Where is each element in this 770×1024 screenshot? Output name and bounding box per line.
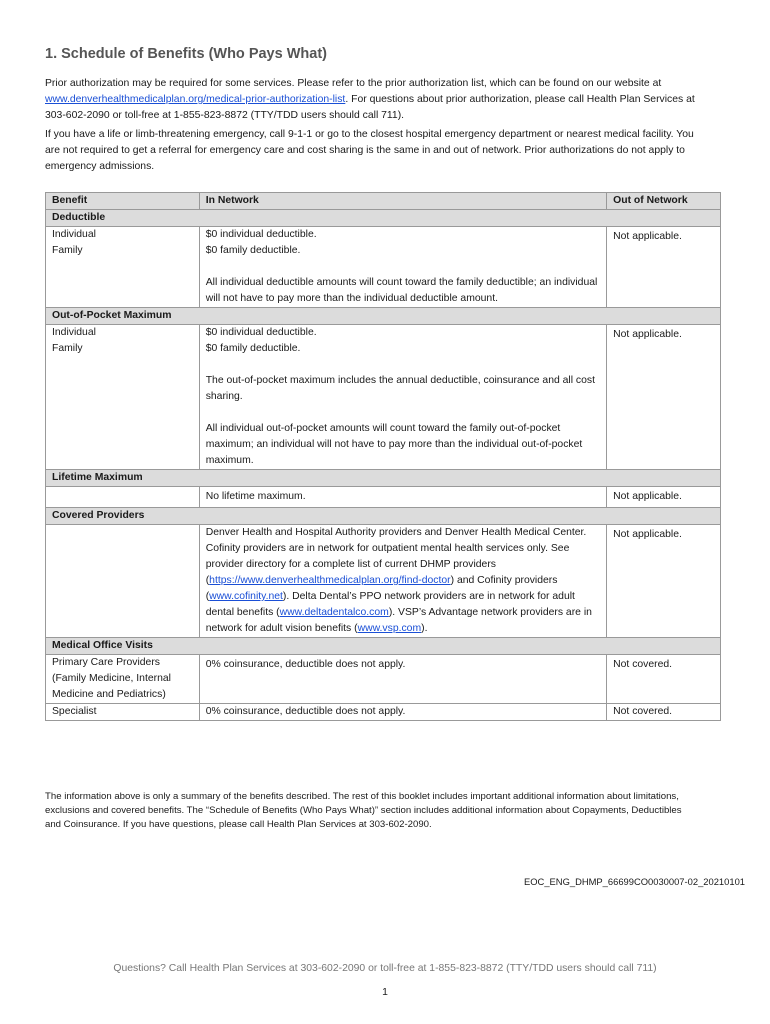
- benefit-cell: Specialist: [46, 704, 200, 721]
- table-header-row: [46, 193, 721, 210]
- in-network-cell: [199, 227, 606, 308]
- cofinity-link[interactable]: www.cofinity.net: [209, 591, 283, 602]
- section-title: Lifetime Maximum: [46, 470, 721, 487]
- cell-text: All individual deductible amounts will count toward the family deductible; an individual will not have to pay more than the individual deductible amount.: [205, 277, 598, 304]
- section-row-providers: [46, 508, 721, 525]
- table-row: [46, 655, 721, 704]
- table-row: [46, 487, 721, 508]
- prior-auth-text: Prior authorization may be required for some services. Please refer to the prior authorization list, which can be found on our website at: [45, 78, 662, 89]
- page-footer: Questions? Call Health Plan Services at 303-602-2090 or toll-free at 1-855-823-8872 (TTY/TDD users should call 711): [113, 963, 657, 974]
- out-network-cell: Not covered.: [607, 704, 721, 721]
- section-title: Deductible: [46, 210, 721, 227]
- row-label: Family: [52, 343, 83, 354]
- summary-footnote: The information above is only a summary of the benefits described. The rest of this booklet includes important additional information about limitations, exclusions and covered benefits. The “Schedule of Benefits (Who Pays What)” section includes additional information about Copayments, Deductibles and Coinsurance. If you have questions, please call Health Plan Services at 303-602-2090.: [45, 791, 682, 830]
- in-network-cell: 0% coinsurance, deductible does not apply.: [199, 704, 606, 721]
- cell-text: ). VSP’s Advantage network providers are in network for adult vision benefits (: [205, 607, 592, 634]
- section-title: Covered Providers: [46, 508, 721, 525]
- cell-text: $0 family deductible.: [205, 245, 301, 256]
- in-network-cell: [199, 325, 606, 470]
- out-network-cell: Not applicable.: [607, 487, 721, 508]
- benefit-cell: [46, 525, 200, 638]
- cell-text: ).: [421, 623, 428, 634]
- table-row: [46, 704, 721, 721]
- table-row: [46, 525, 721, 638]
- table-row: [46, 227, 721, 308]
- document-id: EOC_ENG_DHMP_66699CO0030007-02_20210101: [524, 876, 745, 887]
- emergency-paragraph: If you have a life or limb-threatening emergency, call 9-1-1 or go to the closest hospital emergency department or nearest medical facility. You are not required to get a referral for emergency care and cost sharing is the same in and out of network. Prior authorizations do not apply to emergency admissions.: [45, 129, 694, 172]
- prior-auth-text-2: . For questions about prior authorization, please call Health Plan Services at 303-602-2090 or toll-free at 1-855-823-8872 (TTY/TDD users should call 711).: [45, 94, 695, 121]
- find-doctor-link[interactable]: https://www.denverhealthmedicalplan.org/find-doctor: [209, 575, 451, 586]
- prior-auth-list-link[interactable]: www.denverhealthmedicalplan.org/medical-prior-authorization-list: [45, 94, 346, 105]
- page-title: 1. Schedule of Benefits (Who Pays What): [45, 46, 327, 62]
- section-title: Out-of-Pocket Maximum: [46, 308, 721, 325]
- cell-text: ) and Cofinity providers (: [205, 575, 558, 602]
- vsp-link[interactable]: www.vsp.com: [357, 623, 422, 634]
- cell-text: Denver Health and Hospital Authority providers and Denver Health Medical Center. Cofinity providers are in network for outpatient mental health services only. See provider directory for a complete list of current DHMP providers (: [205, 527, 587, 586]
- cell-text: All individual out-of-pocket amounts will count toward the family out-of-pocket maximum; an individual will not have to pay more than the individual out-of-pocket maximum.: [205, 423, 583, 466]
- section-row-lifetime: [46, 470, 721, 487]
- cell-text: $0 family deductible.: [205, 343, 301, 354]
- section-title: Medical Office Visits: [46, 638, 721, 655]
- in-network-cell: 0% coinsurance, deductible does not apply.: [199, 655, 606, 704]
- row-label: Individual: [52, 327, 96, 338]
- page-number: 1: [382, 987, 388, 998]
- cell-text: ). Delta Dental’s PPO network providers are in network for adult dental benefits (: [205, 591, 575, 618]
- column-header-out-network: Out of Network: [607, 193, 721, 210]
- in-network-cell: [199, 525, 606, 638]
- row-label: Family: [52, 245, 83, 256]
- benefit-cell: Primary Care Providers (Family Medicine, Internal Medicine and Pediatrics): [46, 655, 200, 704]
- section-row-deductible: [46, 210, 721, 227]
- out-network-cell: Not covered.: [607, 655, 721, 704]
- benefit-cell: [46, 325, 200, 470]
- benefit-cell: [46, 487, 200, 508]
- benefit-cell: [46, 227, 200, 308]
- out-network-cell: Not applicable.: [607, 227, 721, 308]
- out-network-cell: Not applicable.: [607, 325, 721, 470]
- row-label: Individual: [52, 229, 96, 240]
- in-network-cell: No lifetime maximum.: [199, 487, 606, 508]
- section-row-oop: [46, 308, 721, 325]
- out-network-cell: Not applicable.: [607, 525, 721, 638]
- delta-dental-link[interactable]: www.deltadentalco.com: [279, 607, 389, 618]
- column-header-benefit: Benefit: [46, 193, 200, 210]
- column-header-in-network: In Network: [199, 193, 606, 210]
- cell-text: $0 individual deductible.: [205, 229, 317, 240]
- section-row-office-visits: [46, 638, 721, 655]
- table-row: [46, 325, 721, 470]
- cell-text: The out-of-pocket maximum includes the annual deductible, coinsurance and all cost sharing.: [205, 375, 595, 402]
- benefits-table: [45, 192, 721, 721]
- prior-auth-paragraph: [45, 76, 705, 124]
- cell-text: $0 individual deductible.: [205, 327, 317, 338]
